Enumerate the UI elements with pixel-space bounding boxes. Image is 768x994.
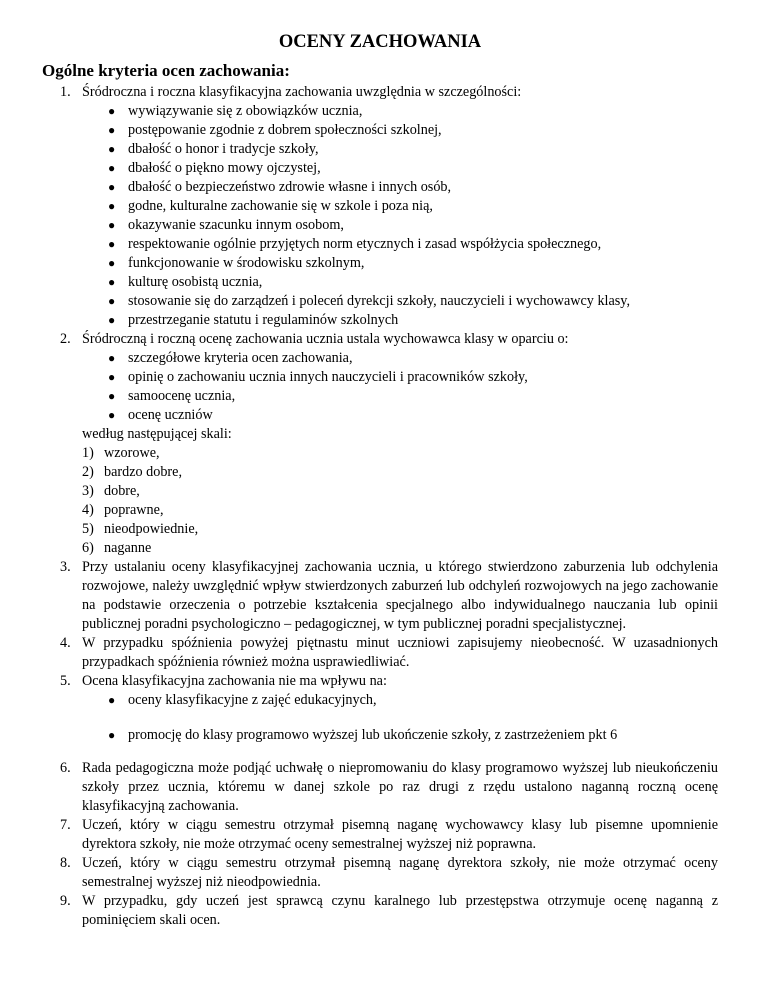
bullet-item: ● dbałość o piękno mowy ojczystej,	[108, 160, 321, 176]
bullet-list	[82, 349, 718, 425]
bullet-item: ● dbałość o bezpieczeństwo zdrowie własne i innych osób,	[108, 179, 452, 195]
item-number: 2.	[60, 331, 71, 347]
item-number: 7.	[60, 817, 71, 833]
item-text: Uczeń, który w ciągu semestru otrzymał pisemną naganę dyrektora szkoły, nie może otrzymać oceny semestralnej wyższej niż nieodpowiednia.	[82, 855, 718, 890]
list-item-5	[60, 672, 718, 745]
bullet-item: ● stosowanie się do zarządzeń i poleceń dyrekcji szkoły, nauczycieli i wychowawcy klasy,	[108, 293, 631, 309]
list-item-7	[60, 816, 718, 854]
bullet-item: ● promocję do klasy programowo wyższej lub ukończenie szkoły, z zastrzeżeniem pkt 6	[108, 727, 618, 743]
scale-item: 4) poprawne,	[82, 502, 164, 518]
item-number: 6.	[60, 760, 71, 776]
scale-item: 1) wzorowe,	[82, 445, 160, 461]
bullet-icon: ●	[108, 142, 116, 156]
list-item-3	[60, 558, 718, 634]
bullet-icon: ●	[108, 693, 116, 707]
bullet-icon: ●	[108, 123, 116, 137]
item-text: Przy ustalaniu oceny klasyfikacyjnej zachowania ucznia, u którego stwierdzono zaburzenia lub odchylenia rozwojowe, należy uwzględnić wpływ stwierdzonych zaburzeń lub odchyleń rozwojowych na jego zachowanie na podstawie orzeczenia o potrzebie kształcenia specjalnego albo indywidualnego nauczania lub opinii publicznej poradni psychologiczno – pedagogicznej, w tym publicznej poradni specjalistycznej.	[82, 559, 718, 632]
list-item-8	[60, 854, 718, 892]
list-item-9	[60, 892, 718, 930]
scale-item: 3) dobre,	[82, 483, 140, 499]
item-text: Śródroczna i roczna klasyfikacyjna zachowania uwzględnia w szczególności:	[82, 84, 522, 100]
item-text: Ocena klasyfikacyjna zachowania nie ma wpływu na:	[82, 673, 387, 689]
bullet-icon: ●	[108, 275, 116, 289]
bullet-item: ● okazywanie szacunku innym osobom,	[108, 217, 344, 233]
bullet-item: ● godne, kulturalne zachowanie się w szkole i poza nią,	[108, 198, 433, 214]
bullet-item: ● respektowanie ogólnie przyjętych norm etycznych i zasad współżycia społecznego,	[108, 236, 602, 252]
bullet-icon: ●	[108, 161, 116, 175]
bullet-icon: ●	[108, 237, 116, 251]
scale-list	[82, 444, 718, 558]
list-item-6	[60, 759, 718, 816]
item-text: Śródroczną i roczną ocenę zachowania ucznia ustala wychowawca klasy w oparciu o:	[82, 331, 569, 347]
scale-item: 5) nieodpowiednie,	[82, 521, 199, 537]
bullet-item: ● szczegółowe kryteria ocen zachowania,	[108, 350, 353, 366]
bullet-item: ● wywiązywanie się z obowiązków ucznia,	[108, 103, 363, 119]
bullet-item: ● samoocenę ucznia,	[108, 388, 236, 404]
item-number: 3.	[60, 559, 71, 575]
list-item-2	[60, 330, 718, 558]
bullet-icon: ●	[108, 180, 116, 194]
bullet-item: ● opinię o zachowaniu ucznia innych nauczycieli i pracowników szkoły,	[108, 369, 528, 385]
bullet-icon: ●	[108, 294, 116, 308]
bullet-icon: ●	[108, 256, 116, 270]
item-number: 1.	[60, 84, 71, 100]
item-text: Uczeń, który w ciągu semestru otrzymał pisemną naganę wychowawcy klasy lub pisemne upomnienie dyrektora szkoły, nie może otrzymać oceny semestralnej wyższej niż poprawna.	[82, 817, 718, 852]
scale-intro: według następującej skali:	[82, 426, 232, 442]
bullet-icon: ●	[108, 199, 116, 213]
bullet-icon: ●	[108, 728, 116, 742]
bullet-icon: ●	[108, 370, 116, 384]
bullet-item: ● funkcjonowanie w środowisku szkolnym,	[108, 255, 365, 271]
scale-item: 6) naganne	[82, 540, 152, 556]
bullet-icon: ●	[108, 408, 116, 422]
list-item-1	[60, 83, 718, 330]
item-number: 8.	[60, 855, 71, 871]
item-number: 4.	[60, 635, 71, 651]
item-text: Rada pedagogiczna może podjąć uchwałę o niepromowaniu do klasy programowo wyższej lub nieukończeniu szkoły przez ucznia, któremu w danej szkole po raz drugi z rzędu ustalono naganną roczną ocenę klasyfikacyjną zachowania.	[82, 760, 718, 814]
bullet-list	[82, 102, 718, 330]
bullet-icon: ●	[108, 351, 116, 365]
item-text: W przypadku spóźnienia powyżej piętnastu minut uczniowi zapisujemy nieobecność. W uzasadnionych przypadkach spóźnienia również można usprawiedliwiać.	[82, 635, 718, 670]
bullet-item: ● kulturę osobistą ucznia,	[108, 274, 263, 290]
bullet-icon: ●	[108, 218, 116, 232]
bullet-icon: ●	[108, 313, 116, 327]
bullet-item: ● ocenę uczniów	[108, 407, 213, 423]
bullet-icon: ●	[108, 389, 116, 403]
item-number: 9.	[60, 893, 71, 909]
bullet-item: ● dbałość o honor i tradycje szkoły,	[108, 141, 319, 157]
bullet-item: ● oceny klasyfikacyjne z zajęć edukacyjnych,	[108, 692, 377, 708]
scale-item: 2) bardzo dobre,	[82, 464, 182, 480]
bullet-item: ● przestrzeganie statutu i regulaminów szkolnych	[108, 312, 399, 328]
document-title: OCENY ZACHOWANIA	[278, 32, 482, 52]
bullet-list	[82, 691, 718, 745]
bullet-icon: ●	[108, 104, 116, 118]
bullet-item: ● postępowanie zgodnie z dobrem społeczności szkolnej,	[108, 122, 442, 138]
section-heading: Ogólne kryteria ocen zachowania:	[42, 61, 290, 80]
list-item-4	[60, 634, 718, 672]
item-text: W przypadku, gdy uczeń jest sprawcą czynu karalnego lub przestępstwa otrzymuje ocenę naganną z pominięciem skali ocen.	[82, 893, 718, 928]
item-number: 5.	[60, 673, 71, 689]
